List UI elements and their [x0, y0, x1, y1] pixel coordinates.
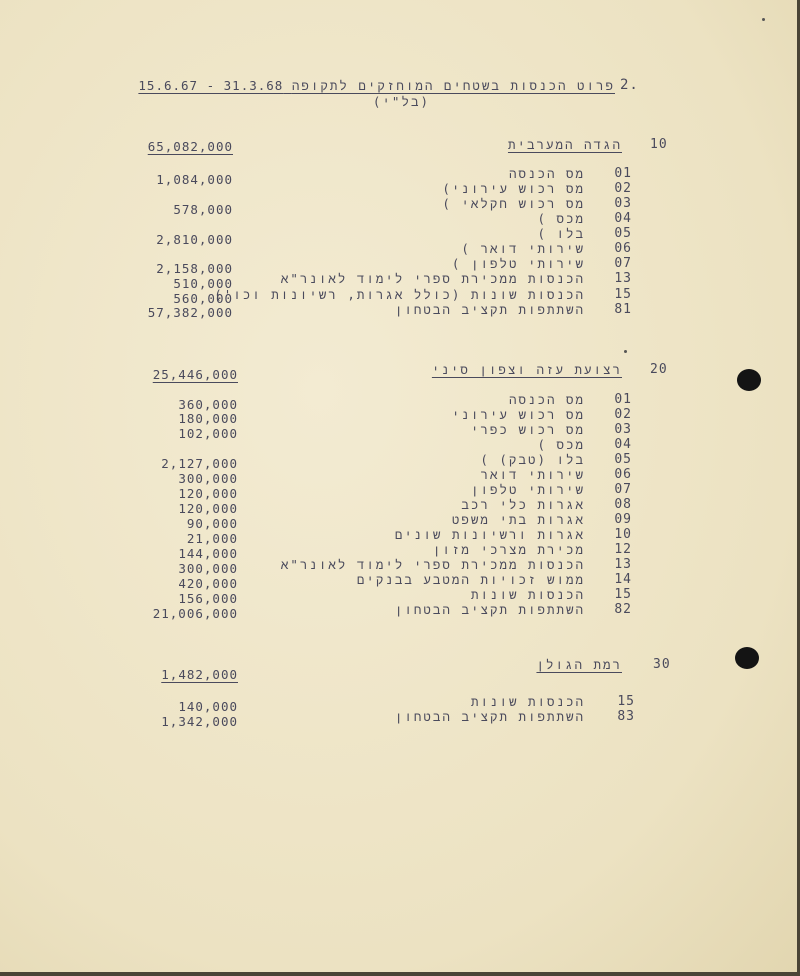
line-code: 01 [614, 392, 632, 407]
line-amount: 578,000 [173, 202, 233, 217]
line-code: 05 [614, 452, 632, 467]
line-label: שירותי דואר ) [461, 241, 585, 256]
section-total: 1,482,000 [161, 667, 238, 682]
line-label: אגרות ורשיונות שונים [394, 527, 585, 542]
line-amount: 1,084,000 [156, 172, 233, 187]
line-label: השתתפות תקציב הבטחון [394, 302, 585, 317]
title-text: פרוט הכנסות בשטחים המוחזקים לתקופה [291, 78, 615, 93]
line-code: 15 [614, 587, 632, 602]
line-code: 13 [614, 271, 632, 286]
line-amount: 156,000 [178, 591, 238, 606]
section-name: רצועת עזה וצפון סיני [431, 362, 622, 377]
section-total: 65,082,000 [147, 139, 233, 154]
line-amount: 120,000 [178, 501, 238, 516]
line-code: 02 [614, 407, 632, 422]
page-title [138, 78, 615, 94]
line-amount: 120,000 [178, 486, 238, 501]
line-code: 04 [614, 211, 632, 226]
line-code: 15 [614, 287, 632, 302]
line-code: 82 [614, 602, 632, 617]
line-code: 09 [614, 512, 632, 527]
line-amount: 21,000 [186, 531, 238, 546]
line-amount: 90,000 [186, 516, 238, 531]
line-label: בלו (טבק) ) [480, 452, 585, 467]
line-label: מס רכוש כפרי [470, 422, 585, 437]
line-label: אגרות כלי רכב [461, 497, 585, 512]
line-amount: 420,000 [178, 576, 238, 591]
line-code: 05 [614, 226, 632, 241]
line-code: 10 [614, 527, 632, 542]
line-code: 14 [614, 572, 632, 587]
punch-hole-bottom [735, 647, 759, 669]
page-edge-bottom [0, 972, 800, 976]
line-amount: 510,000 [173, 276, 233, 291]
line-amount: 300,000 [178, 471, 238, 486]
line-amount: 102,000 [178, 426, 238, 441]
title-period: 15.6.67 - 31.3.68 [138, 78, 284, 93]
line-amount: 144,000 [178, 546, 238, 561]
line-code: 07 [614, 256, 632, 271]
line-label: אגרות בתי משפט [451, 512, 585, 527]
line-code: 03 [614, 422, 632, 437]
line-code: 13 [614, 557, 632, 572]
line-amount: 1,342,000 [161, 714, 238, 729]
line-label: הכנסות ממכירת ספרי לימוד לאונר"א [280, 271, 585, 286]
line-code: 12 [614, 542, 632, 557]
line-label: שירותי טלפון ) [451, 256, 585, 271]
section-total: 25,446,000 [152, 367, 238, 382]
line-amount: 300,000 [178, 561, 238, 576]
line-code: 06 [614, 467, 632, 482]
line-label: שירותי דואר [480, 467, 585, 482]
section-number: 2. [620, 77, 639, 93]
line-label: הכנסות שונות [470, 587, 585, 602]
line-amount: 560,000 [173, 291, 233, 306]
section-name: הגדה המערבית [507, 137, 622, 152]
line-label: שירותי טלפון [470, 482, 585, 497]
line-amount: 2,810,000 [156, 232, 233, 247]
line-label: מס הכנסה [508, 392, 585, 407]
line-label: מכירת מצרכי מזון [432, 542, 585, 557]
line-label: מס רכוש עירוני) [442, 181, 585, 196]
line-label: הכנסות שונות [470, 694, 585, 709]
punch-hole-top [737, 369, 761, 391]
line-code: 04 [614, 437, 632, 452]
line-label: מס רכוש חקלאי ) [442, 196, 585, 211]
line-amount: 2,158,000 [156, 261, 233, 276]
line-label: מכס ) [537, 437, 585, 452]
line-code: 81 [614, 302, 632, 317]
paper-speck [624, 350, 627, 353]
line-code: 83 [617, 709, 635, 724]
section-code: 30 [653, 657, 671, 672]
line-label: השתתפות תקציב הבטחון [394, 709, 585, 724]
line-label: הכנסות ממכירת ספרי לימוד לאונר"א [280, 557, 585, 572]
line-label: ממוש זכויות המטבע בבנקים [356, 572, 585, 587]
line-code: 01 [614, 166, 632, 181]
line-label: מס הכנסה [508, 166, 585, 181]
unit-label: (בל"י) [372, 94, 430, 109]
line-code: 03 [614, 196, 632, 211]
line-amount: 2,127,000 [161, 456, 238, 471]
line-amount: 140,000 [178, 699, 238, 714]
line-code: 15 [617, 694, 635, 709]
line-label: מכס ) [537, 211, 585, 226]
line-code: 08 [614, 497, 632, 512]
line-label: השתתפות תקציב הבטחון [394, 602, 585, 617]
line-label: בלו ) [537, 226, 585, 241]
section-name: רמת הגולן [536, 657, 622, 672]
line-code: 07 [614, 482, 632, 497]
paper-speck [762, 18, 765, 21]
line-amount: 21,006,000 [152, 606, 238, 621]
line-amount: 180,000 [178, 411, 238, 426]
line-code: 06 [614, 241, 632, 256]
section-code: 20 [650, 362, 668, 377]
line-amount: 57,382,000 [147, 305, 233, 320]
line-amount: 360,000 [178, 397, 238, 412]
line-label: הכנסות שונות (כולל אגרות, רשיונות וכו') [214, 287, 585, 302]
line-label: מס רכוש עירוני [451, 407, 585, 422]
section-code: 10 [650, 137, 668, 152]
line-code: 02 [614, 181, 632, 196]
